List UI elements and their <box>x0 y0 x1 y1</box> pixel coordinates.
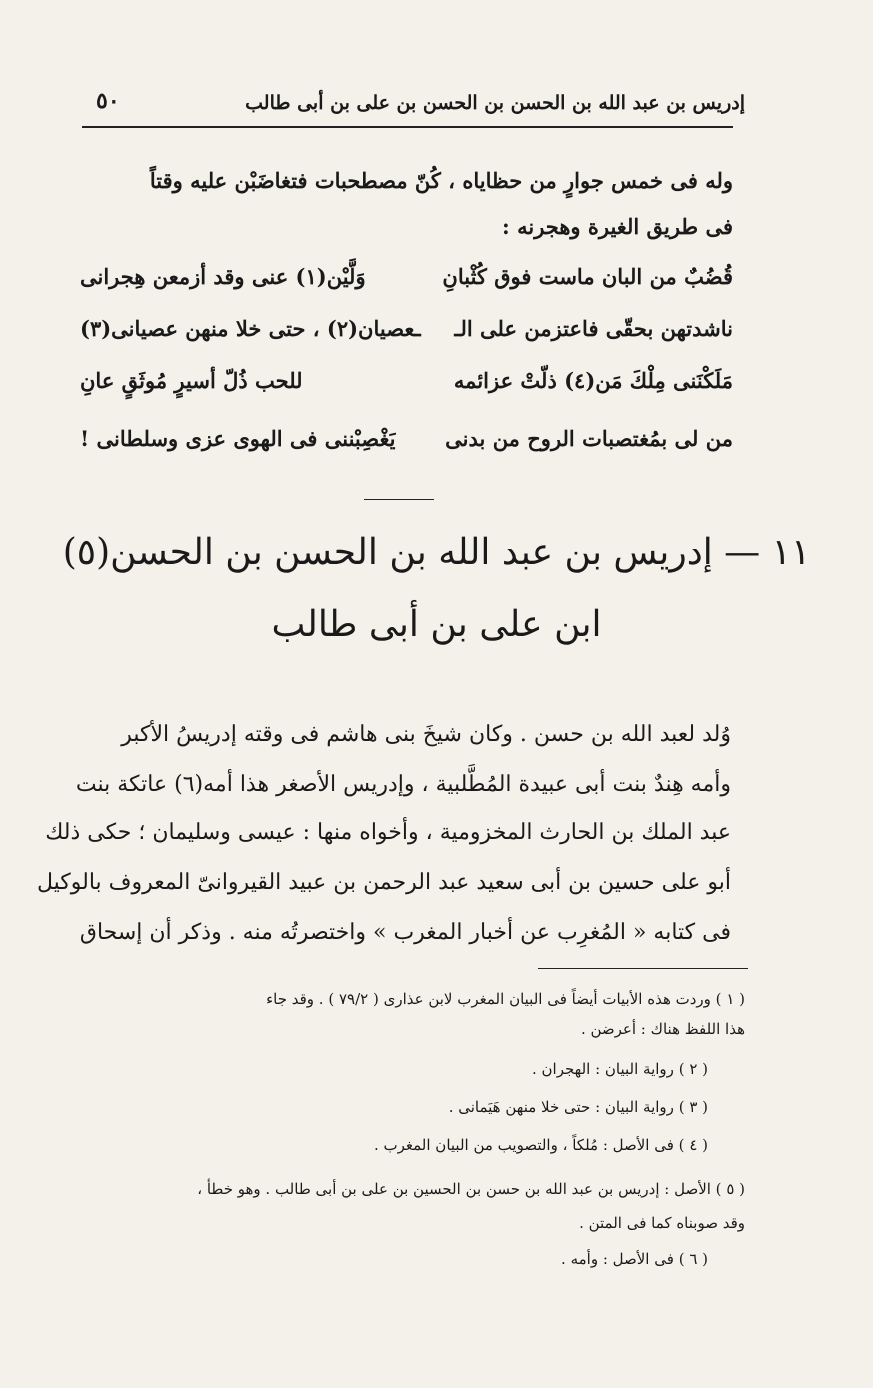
running-header-title: إدريس بن عبد الله بن الحسن بن الحسن بن على بن أبى طالب <box>245 92 745 114</box>
poem-verse-4 <box>80 426 733 466</box>
verse-second-hemistich: ـعصيان(٢) ، حتى خلا منهن عصيانى(٣) <box>80 316 421 341</box>
verse-second-hemistich: وَلَّيْن(١) عنى وقد أزمعن هِجرانى <box>80 264 366 289</box>
footnote-1-continued: هذا اللفظ هناك : أعرضن . <box>580 1020 745 1038</box>
footnote-4: ( ٤ ) فى الأصل : مُلكاً ، والتصويب من البيان المغرب . <box>373 1136 708 1154</box>
footnote-5: ( ٥ ) الأصل : إدريس بن عبد الله بن حسن بن الحسين بن على بن أبى طالب . وهو خطأ ، <box>197 1180 745 1198</box>
section-separator <box>364 499 434 500</box>
biography-paragraph-line: أبو على حسين بن أبى سعيد عبد الرحمن بن عبيد القيروانىّ المعروف بالوكيل <box>36 870 731 895</box>
biography-paragraph-line: فى كتابه « المُغرِب عن أخبار المغرب » واختصرتُه منه . وذكر أن إسحاق <box>79 920 731 945</box>
intro-line-1: وله فى خمس جوارٍ من حظاياه ، كُنّ مصطحبات فتغاضَبْن عليه وقتاً <box>149 168 733 193</box>
footnote-3: ( ٣ ) رواية البيان : حتى خلا منهن هَيَمانى . <box>448 1098 708 1116</box>
header-rule <box>82 126 733 128</box>
verse-first-hemistich: من لى بمُغتصبات الروح من بدنى <box>445 426 733 451</box>
verse-first-hemistich: مَلَكْنَنى مِلْكَ مَن(٤) ذلّتْ عزائمه <box>453 368 733 393</box>
poem-verse-2 <box>80 316 733 356</box>
poem-verse-1 <box>80 264 733 304</box>
verse-first-hemistich: ناشدتهن بحقّى فاعتزمن على الـ <box>454 316 733 341</box>
biography-paragraph-line: وُلد لعبد الله بن حسن . وكان شيخَ بنى هاشم فى وقته إدريسُ الأكبر <box>121 722 731 747</box>
verse-second-hemistich: للحب ذُلّ أسيرٍ مُوثَقٍ عانِ <box>80 368 303 393</box>
page-number: ٥٠ <box>96 88 120 114</box>
intro-line-2: فى طريق الغيرة وهجرنه : <box>502 214 733 239</box>
biography-heading-line-1: ١١ — إدريس بن عبد الله بن الحسن بن الحسن(٥) <box>62 532 811 573</box>
biography-paragraph-line: عبد الملك بن الحارث المخزومية ، وأخواه منها : عيسى وسليمان ؛ حكى ذلك <box>45 820 731 845</box>
footnote-5-continued: وقد صوبناه كما فى المتن . <box>579 1214 745 1232</box>
footnote-1: ( ١ ) وردت هذه الأبيات أيضاً فى البيان المغرب لابن عذارى ( ٧٩/٢ ) . وقد جاء <box>266 990 745 1008</box>
poem-verse-3 <box>80 368 733 408</box>
footnote-6: ( ٦ ) فى الأصل : وأمه . <box>561 1250 708 1268</box>
biography-heading-line-2: ابن على بن أبى طالب <box>271 604 602 645</box>
footnote-2: ( ٢ ) رواية البيان : الهجران . <box>531 1060 708 1078</box>
footnote-rule <box>538 968 748 969</box>
verse-second-hemistich: يَغْصِبْننى فى الهوى عزى وسلطانى ! <box>80 426 396 451</box>
biography-paragraph-line: وأمه هِندٌ بنت أبى عبيدة المُطَّلبية ، وإدريس الأصغر هذا أمه(٦) عاتكة بنت <box>75 772 731 797</box>
verse-first-hemistich: قُضُبٌ من البان ماست فوق كُثْبانِ <box>442 264 733 289</box>
